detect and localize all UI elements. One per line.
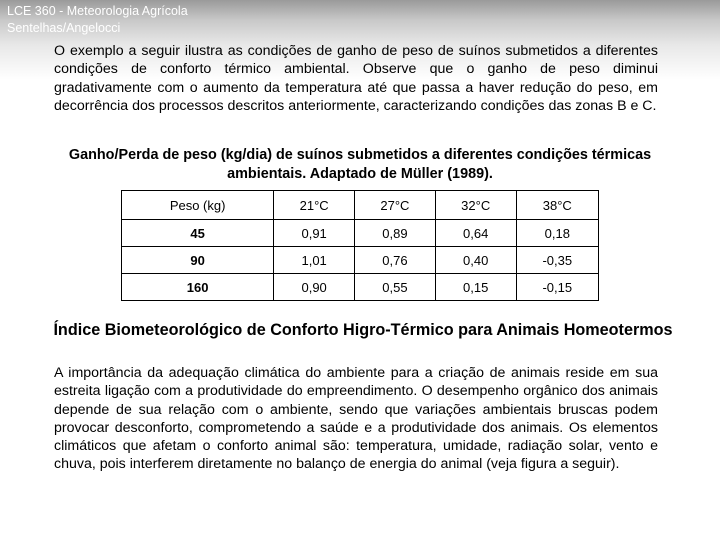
authors: Sentelhas/Angelocci <box>7 21 121 35</box>
table-header-row <box>122 191 599 220</box>
col-header-weight: Peso (kg) <box>122 191 274 220</box>
section-title: Índice Biometeorológico de Conforto Higro-Térmico para Animais Homeotermos <box>53 321 673 339</box>
col-header-38c: 38°C <box>516 191 598 220</box>
cell-weight: 90 <box>122 247 274 274</box>
cell-value: 0,89 <box>355 220 436 247</box>
cell-value: 1,01 <box>274 247 355 274</box>
col-header-32c: 32°C <box>435 191 516 220</box>
cell-weight: 160 <box>122 274 274 301</box>
cell-value: 0,40 <box>435 247 516 274</box>
cell-value: 0,76 <box>355 247 436 274</box>
section-paragraph: A importância da adequação climática do ambiente para a criação de animais reside em sua estreita ligação com a produtividade do empreendimento. O desempenho orgânico dos animais depende de sua relação com o ambiente, sendo que variações ambientais bruscas podem provocar desconforto, comprometendo a saúde e a produtividade dos animais. Os elementos climáticos que afetam o conforto animal são: temperatura, umidade, radiação solar, vento e chuva, pois interferem diretamente no balanço de energia do animal (veja figura a seguir). <box>54 365 658 473</box>
cell-value: 0,90 <box>274 274 355 301</box>
weight-gain-table <box>121 190 599 301</box>
cell-weight: 45 <box>122 220 274 247</box>
table-row <box>122 247 599 274</box>
cell-value: -0,15 <box>516 274 598 301</box>
cell-value: 0,15 <box>435 274 516 301</box>
table-row <box>122 274 599 301</box>
cell-value: 0,64 <box>435 220 516 247</box>
course-title: LCE 360 - Meteorologia Agrícola <box>7 4 188 18</box>
col-header-27c: 27°C <box>355 191 436 220</box>
table-row <box>122 220 599 247</box>
table-caption: Ganho/Perda de peso (kg/dia) de suínos submetidos a diferentes condições térmicas ambientais. Adaptado de Müller (1989). <box>68 147 652 182</box>
cell-value: -0,35 <box>516 247 598 274</box>
col-header-21c: 21°C <box>274 191 355 220</box>
cell-value: 0,55 <box>355 274 436 301</box>
cell-value: 0,18 <box>516 220 598 247</box>
intro-paragraph: O exemplo a seguir ilustra as condições de ganho de peso de suínos submetidos a diferentes condições de conforto térmico ambiental. Observe que o ganho de peso diminui gradativamente com o aumento da temperatura até que passa a haver redução do peso, em decorrência dos processos descritos anteriormente, caracterizando condições das zonas B e C. <box>54 43 658 114</box>
slide-header <box>7 3 188 37</box>
cell-value: 0,91 <box>274 220 355 247</box>
